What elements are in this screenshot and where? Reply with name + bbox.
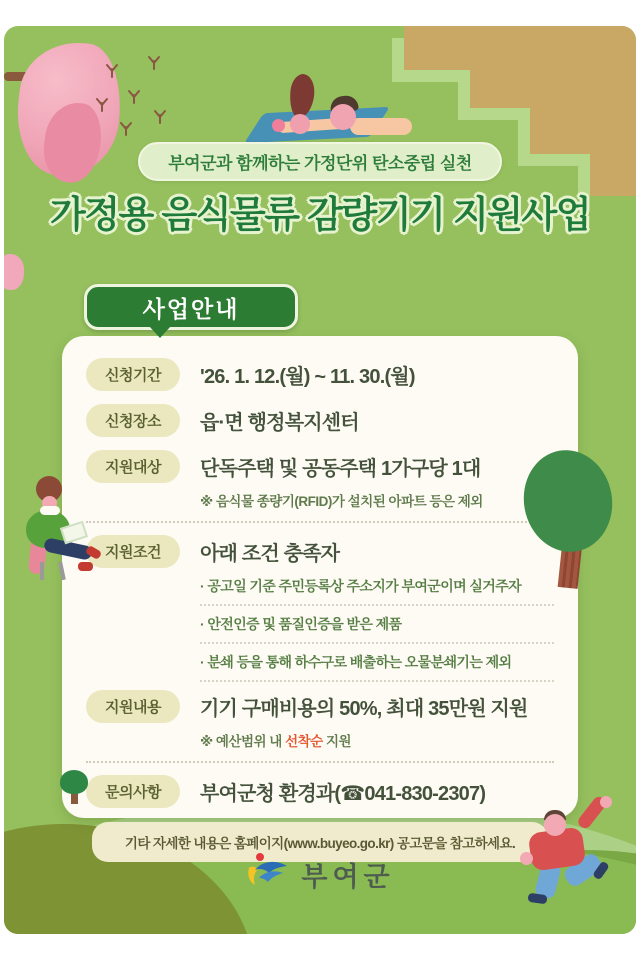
shirt-collar bbox=[40, 506, 60, 515]
tab-tail-pointer bbox=[149, 326, 171, 338]
section-tab-label: 사업안내 bbox=[142, 295, 240, 322]
campaign-banner bbox=[4, 142, 636, 181]
sprig-icon bbox=[94, 96, 110, 112]
row-content bbox=[86, 690, 554, 723]
dotted-divider bbox=[86, 521, 554, 523]
row-period bbox=[86, 358, 554, 391]
campaign-banner-text: 부여군과 함께하는 가정단위 탄소중립 실천 bbox=[138, 142, 502, 181]
person-hand bbox=[600, 796, 612, 808]
section-tab bbox=[84, 284, 298, 330]
row-content-label: 지원내용 bbox=[86, 690, 180, 723]
condition-bullet: · 공고일 기준 주민등록상 주소지가 부여군이며 실거주자 bbox=[200, 576, 554, 606]
note-prefix: ※ 예산범위 내 bbox=[200, 734, 286, 749]
sprig-icon bbox=[104, 62, 120, 78]
row-target bbox=[86, 450, 554, 483]
tree-canopy bbox=[516, 443, 620, 559]
chair-leg bbox=[58, 562, 66, 580]
chair-leg bbox=[40, 562, 44, 580]
buyeo-logo bbox=[4, 852, 636, 896]
row-target-note: ※ 음식물 종량기(RFID)가 설치된 아파트 등은 제외 bbox=[200, 494, 483, 509]
condition-bullet-list bbox=[200, 576, 554, 682]
poster-title: 가정용 음식물류 감량기기 지원사업 bbox=[50, 194, 590, 235]
note-suffix: 지원 bbox=[322, 734, 352, 749]
row-contact bbox=[86, 775, 554, 808]
row-contact-label: 문의사항 bbox=[86, 775, 180, 808]
tree-illustration bbox=[524, 450, 636, 600]
sprig-icon bbox=[126, 88, 142, 104]
row-target-value: 단독주택 및 공동주택 1가구당 1대 bbox=[200, 458, 481, 480]
tree-canopy bbox=[60, 770, 88, 794]
reading-person-illustration bbox=[14, 472, 114, 582]
small-tree-illustration bbox=[60, 770, 90, 808]
row-place-label: 신청장소 bbox=[86, 404, 180, 437]
row-condition-label: 지원조건 bbox=[86, 535, 180, 568]
note-highlight: 선착순 bbox=[285, 734, 323, 749]
sleeve-cuff bbox=[272, 119, 285, 132]
row-content-value: 기기 구매비용의 50%, 최대 35만원 지원 bbox=[200, 698, 528, 720]
row-target-label: 지원대상 bbox=[86, 450, 180, 483]
poster bbox=[4, 26, 636, 934]
dotted-divider bbox=[86, 761, 554, 763]
row-condition bbox=[86, 535, 554, 568]
buyeo-logo-mark bbox=[245, 852, 289, 896]
condition-bullet: · 분쇄 등을 통해 하수구로 배출하는 오물분쇄기는 제외 bbox=[200, 652, 554, 682]
person-face bbox=[544, 814, 566, 836]
info-card bbox=[62, 336, 578, 851]
row-period-label: 신청기간 bbox=[86, 358, 180, 391]
row-place bbox=[86, 404, 554, 437]
row-period-value: '26. 1. 12.(월) ~ 11. 30.(월) bbox=[200, 366, 415, 388]
buyeo-logo-text: 부여군 bbox=[301, 861, 395, 892]
row-contact-value: 부여군청 환경과(☎041-830-2307) bbox=[200, 783, 486, 805]
row-content-note bbox=[200, 730, 554, 750]
person-face bbox=[290, 114, 310, 134]
condition-bullet: · 안전인증 및 품질인증을 받은 제품 bbox=[200, 614, 554, 644]
pink-flower-illustration bbox=[4, 254, 24, 290]
row-place-value: 읍·면 행정복지센터 bbox=[200, 412, 359, 434]
sprig-icon bbox=[152, 108, 168, 124]
row-condition-value: 아래 조건 충족자 bbox=[200, 543, 340, 565]
sprig-icon bbox=[146, 54, 162, 70]
card-footnote: 기타 자세한 내용은 홈페이지(www.buyeo.go.kr) 공고문을 참고하세요. bbox=[92, 822, 548, 862]
sprig-icon bbox=[118, 120, 134, 136]
person-body bbox=[350, 118, 412, 135]
shoe bbox=[78, 562, 93, 571]
person-face bbox=[330, 104, 356, 130]
